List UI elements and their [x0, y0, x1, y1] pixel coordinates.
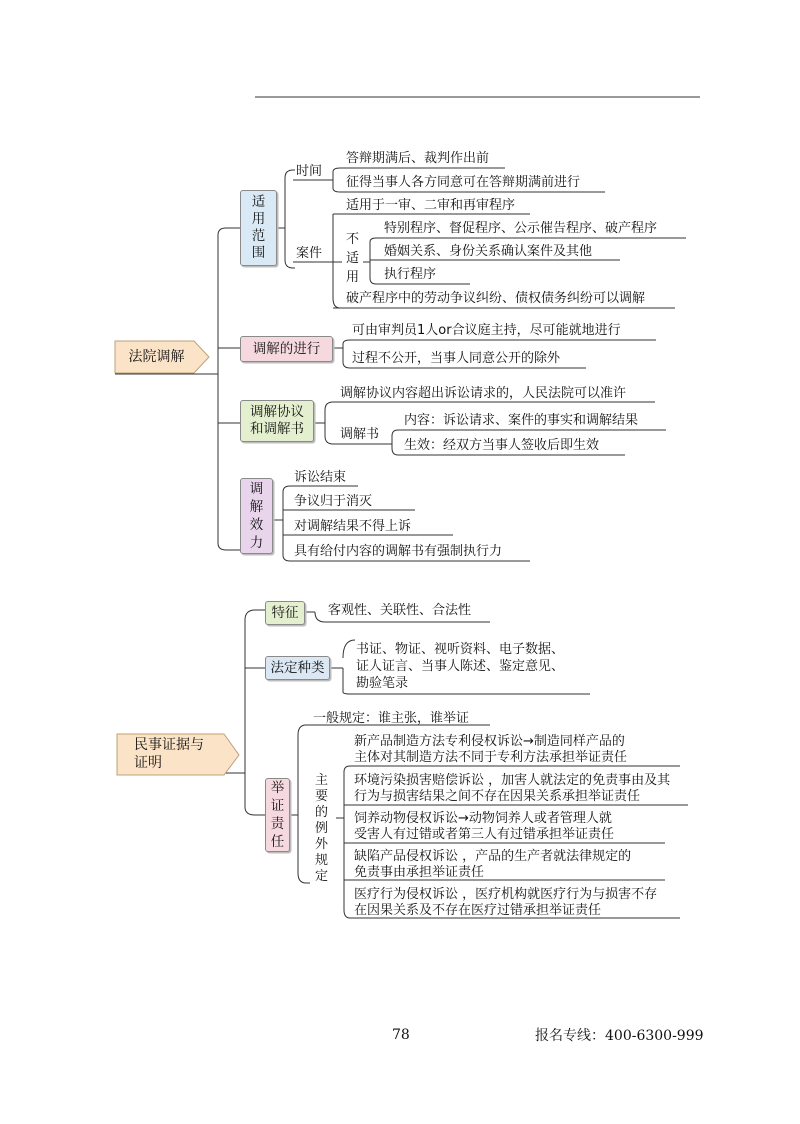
agreement-label: 调解协议和调解书: [250, 404, 304, 437]
features-label: 特征: [271, 604, 299, 621]
features-box: [265, 601, 305, 625]
validity-label: 调解效力: [249, 481, 264, 551]
hotline: 报名专线：400-6300-999: [535, 1028, 704, 1044]
burden-general: 一般规定：谁主张，谁举证: [313, 711, 470, 726]
time-item-1: 答辩期满后、裁判作出前: [346, 151, 490, 166]
validity-box: [240, 478, 273, 554]
cases-label: 案件: [296, 246, 323, 261]
exception-1-line-2: 主体对其制造方法不同于专利方法承担举证责任: [354, 750, 628, 765]
not-applicable-3: 执行程序: [384, 267, 437, 282]
validity-item-2: 争议归于消灭: [294, 494, 373, 509]
burden-box: [265, 778, 290, 852]
mediation-doc-content: 内容：诉讼请求、案件的事实和调解结果: [404, 413, 639, 428]
page-number: 78: [392, 1027, 410, 1043]
not-applicable-1: 特别程序、督促程序、公示催告程序、破产程序: [384, 221, 658, 236]
exception-5-line-1: 医疗行为侵权诉讼 ，医疗机构就医疗行为与损害不存: [354, 887, 658, 902]
time-item-2: 征得当事人各方同意可在答辩期满前进行: [346, 175, 581, 190]
process-label: 调解的进行: [252, 340, 321, 357]
validity-item-4: 具有给付内容的调解书有强制执行力: [294, 544, 503, 559]
exception-4-line-1: 缺陷产品侵权诉讼 ，产品的生产者就法律规定的: [354, 849, 632, 864]
root-civil-evidence: [116, 733, 240, 775]
types-label: 法定种类: [270, 659, 325, 676]
validity-item-1: 诉讼结束: [294, 470, 347, 485]
features-text: 客观性、关联性、合法性: [328, 603, 472, 618]
cases-bankruptcy: 破产程序中的劳动争议纠纷、债权债务纠纷可以调解: [346, 291, 646, 306]
process-item-2: 过程不公开，当事人同意公开的除外: [352, 351, 561, 366]
root-court-mediation: [114, 340, 209, 374]
agreement-box: [240, 400, 314, 442]
types-box: [265, 656, 330, 680]
root-label-line-1: 民事证据与: [134, 737, 204, 753]
not-applicable-2: 婚姻关系、身份关系确认案件及其他: [384, 244, 593, 259]
types-line-1: 书证、物证、视听资料、电子数据、: [356, 642, 565, 657]
exception-4-line-2: 免责事由承担举证责任: [354, 865, 485, 880]
exception-3-line-2: 受害人有过错或者第三人有过错承担举证责任: [354, 827, 615, 842]
burden-label: 举证责任: [270, 780, 285, 850]
exception-3-line-1: 饲养动物侵权诉讼→动物饲养人或者管理人就: [354, 811, 612, 826]
root-label: 法院调解: [128, 349, 185, 365]
process-box: [240, 336, 333, 362]
exception-2-line-1: 环境污染损害赔偿诉讼 ，加害人就法定的免责事由及其: [354, 773, 671, 788]
time-label: 时间: [296, 164, 323, 179]
mediation-doc-label: 调解书: [340, 427, 380, 442]
not-applicable-label: 不适用: [346, 232, 360, 285]
root-label-line-2: 证明: [134, 755, 162, 771]
scope-box: [240, 190, 277, 266]
exception-2-line-2: 行为与损害结果之间不存在因果关系承担举证责任: [354, 789, 641, 804]
process-item-1: 可由审判员1人or合议庭主持，尽可能就地进行: [352, 323, 621, 338]
exception-1-line-1: 新产品制造方法专利侵权诉讼→制造同样产品的: [354, 734, 625, 749]
exceptions-label: 主要的例外规定: [315, 773, 329, 884]
types-line-3: 勘验笔录: [356, 676, 409, 691]
agreement-allow: 调解协议内容超出诉讼请求的，人民法院可以准许: [340, 386, 627, 401]
exception-5-line-2: 在因果关系及不存在医疗过错承担举证责任: [354, 903, 602, 918]
validity-item-3: 对调解结果不得上诉: [294, 519, 412, 534]
types-line-2: 证人证言、当事人陈述、鉴定意见、: [356, 659, 565, 674]
cases-applicable: 适用于一审、二审和再审程序: [346, 198, 516, 213]
mediation-doc-effect: 生效：经双方当事人签收后即生效: [404, 438, 600, 453]
scope-label: 适用范围: [251, 194, 266, 261]
